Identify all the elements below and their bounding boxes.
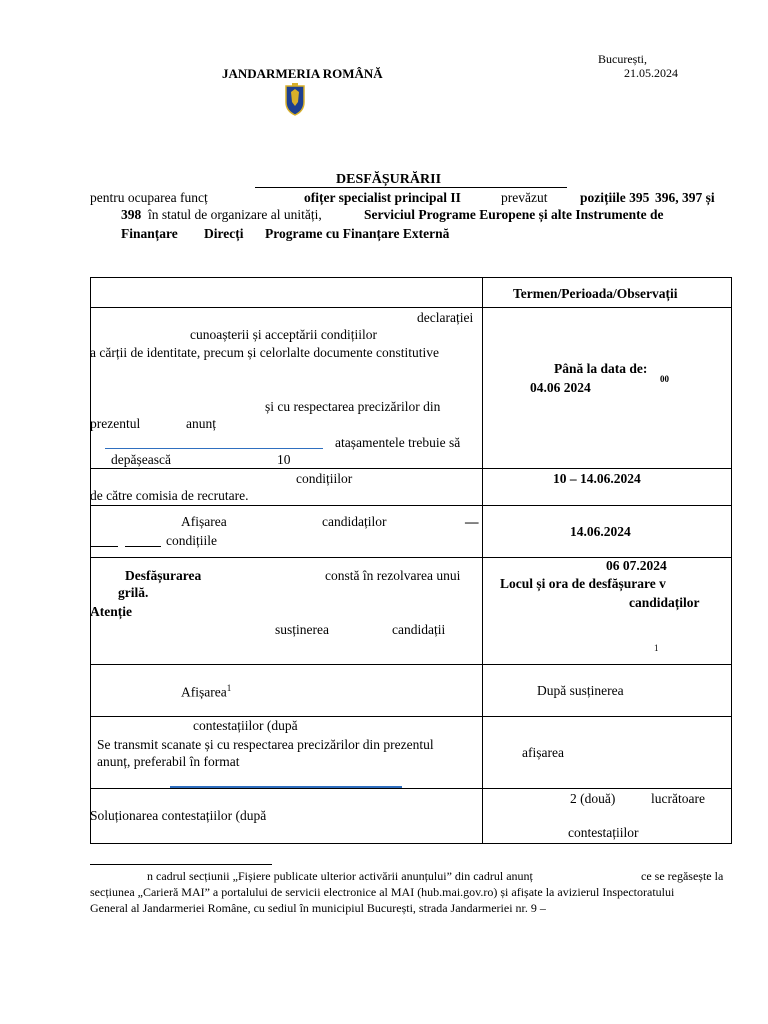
r4-text-c: grilă.: [118, 585, 149, 600]
r3-deadline: 14.06.2024: [570, 524, 631, 539]
r1-deadline-sup: 00: [660, 374, 669, 384]
document-date: 21.05.2024: [624, 66, 678, 80]
r2-text-a: condițiilor: [296, 471, 353, 486]
r1-deadline-date: 04.06 2024: [530, 380, 591, 395]
r4-footnote-ref: 1: [654, 643, 659, 653]
document-heading: DESFĂȘURĂRII: [336, 172, 442, 187]
r5-deadline: După susținerea: [537, 683, 624, 698]
r1-text-a: declarației: [417, 310, 474, 325]
r1-text-d: și cu respectarea precizărilor din: [265, 399, 441, 414]
title-line2-b: în statul de organizare al unități,: [148, 207, 322, 222]
r1-text-f: anunț: [186, 416, 216, 431]
r7-deadline-c: contestațiilor: [568, 825, 639, 840]
r4-text-e: susținerea: [275, 622, 329, 637]
title-line2-c: Serviciul Programe Europene și alte Instrumente de: [364, 207, 664, 222]
r3-text-b: candidaților: [322, 514, 387, 529]
r1-text-b: cunoașterii și acceptării condițiilor: [190, 327, 378, 342]
r6-text-c: anunț, preferabil în format: [97, 754, 240, 769]
footnote-line3: General al Jandarmeriei Române, cu sediul în municipiul București, strada Jandarmeriei nr. 9 –: [90, 901, 546, 915]
title-line1-d: pozițiile 395: [580, 190, 650, 205]
coat-of-arms-icon: [284, 82, 306, 116]
title-line2-a: 398: [121, 207, 142, 222]
footnote-line1-b: ce se regăsește la: [641, 869, 724, 883]
title-line3-a: Finanțare: [121, 226, 178, 241]
title-line3-c: Programe cu Finanțare Externă: [265, 226, 450, 241]
title-line1-e: 396, 397 și: [655, 190, 715, 205]
title-line1-position: ofițer specialist principal II: [304, 190, 461, 205]
r4-text-f: candidații: [392, 622, 446, 637]
r1-text-c: a cărții de identitate, precum și celorlalte documente constitutive: [90, 345, 439, 360]
r7-deadline-b: lucrătoare: [651, 791, 705, 806]
r4-deadline-location: Locul și ora de desfășurare v: [500, 576, 666, 591]
institution-name: JANDARMERIA ROMÂNĂ: [222, 66, 383, 81]
r4-text-b: constă în rezolvarea unui: [325, 568, 461, 583]
heading-underline: [255, 187, 567, 188]
r6-link-underline: [170, 786, 402, 788]
r4-deadline-candidates: candidaților: [629, 595, 700, 610]
footnote-separator: [90, 864, 272, 865]
title-line1-a: pentru ocuparea funcț: [90, 190, 208, 205]
r6-deadline: afișarea: [522, 745, 564, 760]
r1-text-e: prezentul: [90, 416, 141, 431]
r1-deadline-label: Până la data de:: [554, 361, 648, 376]
city-label: București,: [598, 52, 647, 66]
r3-text-d: condițiile: [166, 533, 217, 548]
footnote-line1-a: n cadrul secțiunii „Fișiere publicate ulterior activării anunțului” din cadrul anunț: [147, 869, 533, 883]
r2-text-b: de către comisia de recrutare.: [90, 488, 249, 503]
r6-text-a: contestațiilor (după: [193, 718, 298, 733]
r1-text-h: depășească: [111, 452, 171, 467]
r3-text-a: Afișarea: [181, 514, 227, 529]
column-header-deadline: Termen/Perioada/Observații: [513, 286, 678, 301]
r4-text-a: Desfășurarea: [125, 568, 202, 583]
r1-text-g: atașamentele trebuie să: [335, 435, 461, 450]
r7-deadline-a: 2 (două): [570, 791, 616, 806]
r3-text-c: —: [465, 514, 479, 529]
r4-deadline-date: 06 07.2024: [606, 558, 667, 573]
r7-text-a: Soluționarea contestațiilor (după: [90, 808, 267, 823]
footnote-line2: secțiunea „Carieră MAI” a portalului de servicii electronice al MAI (hub.mai.gov.ro) și afișate la avizierul Inspectoratului: [90, 885, 675, 899]
r6-text-b: Se transmit scanate și cu respectarea precizărilor din prezentul: [97, 737, 434, 752]
title-line1-c: prevăzut: [501, 190, 548, 205]
r2-deadline: 10 – 14.06.2024: [553, 471, 641, 486]
r5-text-a: Afișarea$^1$: [181, 683, 232, 700]
r4-text-d: Atenție: [90, 604, 132, 619]
r1-link-underline: [105, 448, 323, 449]
r1-text-i: 10: [277, 452, 291, 467]
title-line3-b: Direcți: [204, 226, 244, 241]
